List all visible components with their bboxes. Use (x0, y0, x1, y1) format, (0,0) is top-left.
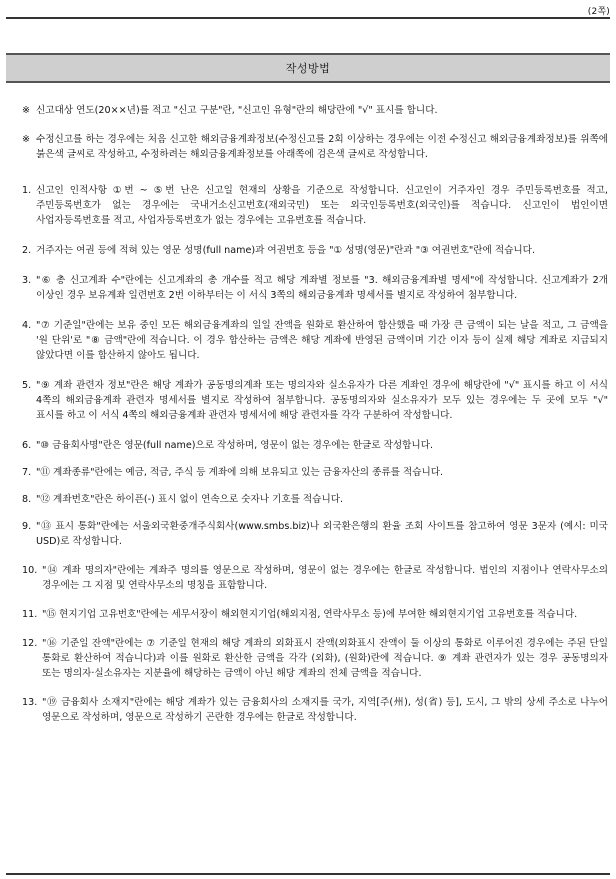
list-item (22, 563, 608, 593)
list-item (22, 273, 608, 303)
item-number: 6. (22, 440, 32, 451)
item-text: "⑯ 기준일 잔액"란에는 ⑦ 기준일 현재의 해당 계좌의 외화표시 잔액(외화표시 잔액이 둘 이상의 통화로 이루어진 경우에는 주된 단일 통화로 환산하여 적습니다)과 이를 원화로 환산한 금액을 각각 (외화), (원화)란에 적습니다. ⑨ 계좌 관련자가 있는 경우 공동명의자 또는 명의자·실소유자는 지분율에 해당하는 금액이 아닌 해당 계좌의 전체 금액을 적습니다. (42, 638, 608, 679)
page-number: (2쪽) (587, 7, 610, 17)
item-text: "⑪ 계좌종류"란에는 예금, 적금, 주식 등 계좌에 의해 보유되고 있는 금융자산의 종류를 적습니다. (36, 467, 444, 478)
item-number: 11. (22, 609, 38, 620)
list-item (22, 636, 608, 681)
note-text: 신고대상 연도(20××년)를 적고 "신고 구분"란, "신고인 유형"란의 해당란에 "√" 표시를 합니다. (36, 105, 438, 116)
note-item (22, 132, 608, 162)
note-marker: ※ (22, 105, 31, 116)
item-number: 13. (22, 697, 38, 708)
note-marker: ※ (22, 134, 31, 145)
item-number: 8. (22, 494, 32, 505)
section-title-box (6, 53, 610, 83)
item-number: 5. (22, 380, 32, 391)
instructions-body (22, 103, 608, 725)
list-item (22, 465, 608, 480)
item-text: "⑬ 표시 통화"란에는 서울외국환중개주식회사(www.smbs.biz)나 외국환은행의 환율 조회 사이트를 참고하여 영문 3문자 (예시: 미국 USD)로 작성합니다. (36, 521, 608, 547)
item-number: 4. (22, 320, 32, 331)
list-item (22, 183, 608, 228)
list-item (22, 438, 608, 453)
item-text: "⑩ 금융회사명"란은 영문(full name)으로 작성하며, 영문이 없는 경우에는 한글로 작성합니다. (36, 440, 434, 451)
item-text: "⑮ 현지기업 고유번호"란에는 세무서장이 해외현지기업(해외지점, 연락사무소 등)에 부여한 해외현지기업 고유번호를 적습니다. (42, 609, 578, 620)
list-item (22, 492, 608, 507)
item-number: 7. (22, 467, 32, 478)
item-text: 신고인 인적사항 ①번 ~ ⑤번 난은 신고일 현재의 상황을 기준으로 작성합니다. 신고인이 거주자인 경우 주민등록번호를 적고, 주민등록번호가 없는 경우에는 국내거소신고번호(재외국민) 또는 외국인등록번호(외국인)를 적습니다. 신고인이 법인이면 사업자등록번호를 적고, 사업자등록번호가 없는 경우에는 고유번호를 적습니다. (36, 185, 608, 226)
note-text: 수정신고를 하는 경우에는 처음 신고한 해외금융계좌정보(수정신고를 2회 이상하는 경우에는 이전 수정신고 해외금융계좌정보)를 위쪽에 붉은색 글씨로 작성하고, 수정하려는 해외금융계좌정보를 아래쪽에 검은색 글씨로 작성합니다. (36, 134, 608, 160)
item-number: 10. (22, 565, 38, 576)
list-item (22, 519, 608, 549)
item-text: "⑨ 계좌 관련자 정보"란은 해당 계좌가 공동명의계좌 또는 명의자와 실소유자가 다른 계좌인 경우에 해당란에 "√" 표시를 하고 이 서식 4쪽의 해외금융계좌 관련자 명세서를 별지로 작성하여 첨부합니다. 공동명의자와 실소유자가 모두 있는 경우에는 두 곳에 모두 "√" 표시를 하고 이 서식 4쪽의 해외금융계좌 관련자 명세서에 해당 관련자를 각각 구분하여 작성합니다. (36, 380, 608, 421)
item-text: 거주자는 여권 등에 적혀 있는 영문 성명(full name)과 여권번호 등을 "① 성명(영문)"란과 "③ 여권번호"란에 적습니다. (36, 245, 535, 256)
note-item (22, 103, 608, 118)
section-title: 작성방법 (285, 62, 331, 75)
item-number: 2. (22, 245, 32, 256)
bottom-rule (6, 873, 610, 875)
list-item (22, 378, 608, 423)
list-item (22, 695, 608, 725)
list-item (22, 243, 608, 258)
top-rule (6, 17, 610, 19)
item-text: "⑦ 기준일"란에는 보유 중인 모든 해외금융계좌의 일일 잔액을 원화로 환산하여 합산했을 때 가장 큰 금액이 되는 날을 적고, 그 금액을 '원 단위'로 "⑧ 금액"란에 적습니다. 이 경우 합산하는 금액은 해당 계좌에 반영된 금액이며 기간 이자 등이 실제 해당 계좌로 지급되지 않았다면 이를 합산하지 않아도 됩니다. (36, 320, 608, 361)
list-item (22, 607, 608, 622)
item-number: 1. (22, 185, 32, 196)
item-text: "⑫ 계좌번호"란은 하이픈(-) 표시 없이 연속으로 숫자나 기호를 적습니다. (36, 494, 344, 505)
item-number: 12. (22, 638, 38, 649)
list-item (22, 318, 608, 363)
item-number: 9. (22, 521, 32, 532)
item-text: "⑲ 금융회사 소재지"란에는 해당 계좌가 있는 금융회사의 소재지를 국가, 지역[주(州), 성(省) 등], 도시, 그 밖의 상세 주소로 나누어 영문으로 작성하며, 영문으로 작성하기 곤란한 경우에는 한글로 작성합니다. (42, 697, 608, 723)
item-text: "⑥ 총 신고계좌 수"란에는 신고계좌의 총 개수를 적고 해당 계좌별 정보를 "3. 해외금융계좌별 명세"에 작성합니다. 신고계좌가 2개 이상인 경우 보유계좌 일련번호 2번 이하부터는 이 서식 3쪽의 해외금융계좌 명세서를 별지로 작성하여 첨부합니다. (36, 275, 608, 301)
item-number: 3. (22, 275, 32, 286)
item-text: "⑭ 계좌 명의자"란에는 계좌주 명의를 영문으로 작성하며, 영문이 없는 경우에는 한글로 작성합니다. 법인의 지점이나 연락사무소의 경우에는 그 지점 및 연락사무소의 명칭을 표함합니다. (42, 565, 608, 591)
